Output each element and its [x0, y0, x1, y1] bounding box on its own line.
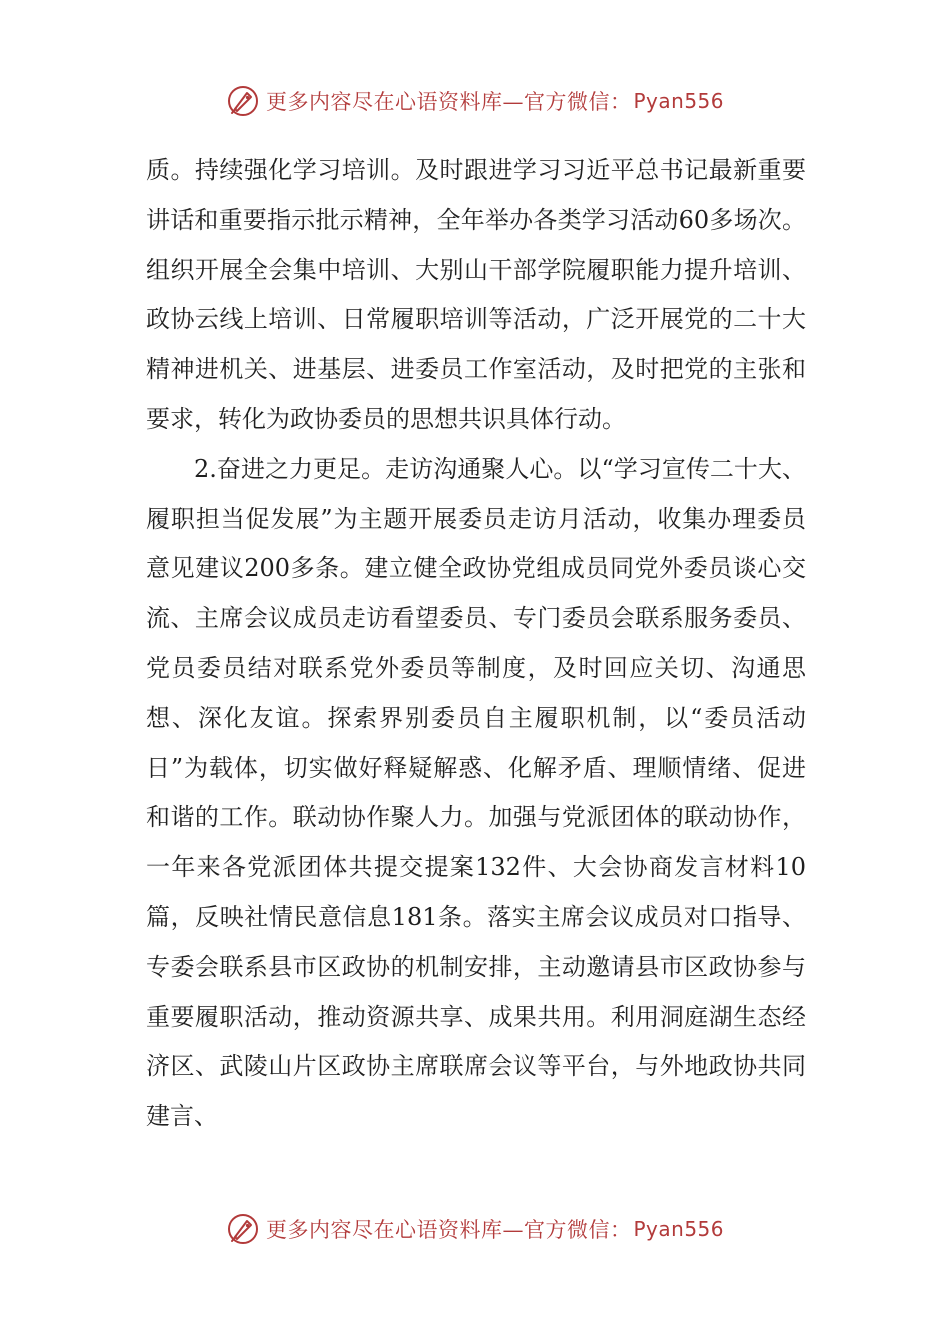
- watermark-text: 更多内容尽在心语资料库—官方微信：: [265, 1218, 632, 1242]
- footer-watermark: [0, 1212, 950, 1246]
- body-text: [146, 146, 806, 1142]
- paragraph-continued: 质。持续强化学习培训。及时跟进学习习近平总书记最新重要讲话和重要指示批示精神，全年举办各类学习活动60多场次。组织开展全会集中培训、大别山干部学院履职能力提升培训、政协云线上培训、日常履职培训等活动，广泛开展党的二十大精神进机关、进基层、进委员工作室活动，及时把党的主张和要求，转化为政协委员的思想共识具体行动。: [146, 156, 806, 433]
- pen-nib-icon: [226, 84, 260, 118]
- watermark-wechat-id: Pyan556: [633, 1217, 724, 1241]
- header-watermark: [0, 84, 950, 118]
- pen-nib-icon: [226, 1212, 260, 1246]
- paragraph-section-2: 2.奋进之力更足。走访沟通聚人心。以“学习宣传二十大、履职担当促发展”为主题开展委员走访月活动，收集办理委员意见建议200多条。建立健全政协党组成员同党外委员谈心交流、主席会议成员走访看望委员、专门委员会联系服务委员、党员委员结对联系党外委员等制度，及时回应关切、沟通思想、深化友谊。探索界别委员自主履职机制，以“委员活动日”为载体，切实做好释疑解惑、化解矛盾、理顺情绪、促进和谐的工作。联动协作聚人力。加强与党派团体的联动协作，一年来各党派团体共提交提案132件、大会协商发言材料10篇，反映社情民意信息181条。落实主席会议成员对口指导、专委会联系县市区政协的机制安排，主动邀请县市区政协参与重要履职活动，推动资源共享、成果共用。利用洞庭湖生态经济区、武陵山片区政协主席联席会议等平台，与外地政协共同建言、: [146, 454, 806, 1131]
- watermark-text: 更多内容尽在心语资料库—官方微信：: [265, 90, 632, 114]
- watermark-wechat-id: Pyan556: [633, 89, 724, 113]
